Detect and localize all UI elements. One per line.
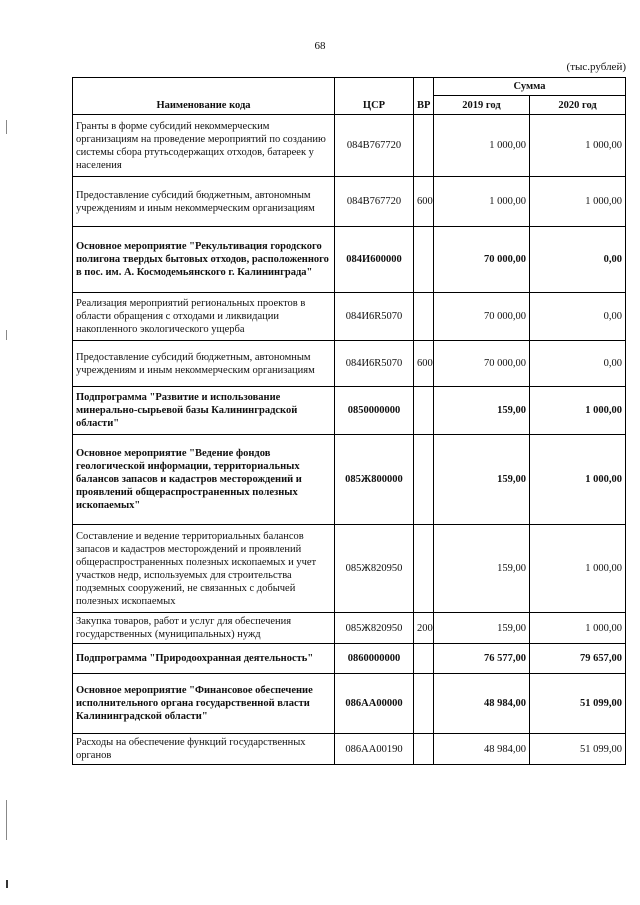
row-amount-2020: 79 657,00: [530, 644, 626, 674]
row-amount-2019: 48 984,00: [434, 734, 530, 765]
row-amount-2019: 70 000,00: [434, 293, 530, 341]
row-vr: [414, 644, 434, 674]
row-name: Основное мероприятие "Рекультивация городского полигона твердых бытовых отходов, расположенного в пос. им. А. Космодемьянского г. Калининграда": [73, 227, 335, 293]
row-vr: [414, 227, 434, 293]
table-row: [73, 525, 626, 613]
table-row: [73, 177, 626, 227]
row-vr: 600: [414, 177, 434, 227]
row-csr: 084В767720: [335, 115, 414, 177]
row-name: Предоставление субсидий бюджетным, автономным учреждениям и иным некоммерческим организациям: [73, 177, 335, 227]
row-vr: [414, 525, 434, 613]
row-amount-2019: 1 000,00: [434, 115, 530, 177]
page-number: 68: [314, 40, 326, 52]
table-body: [73, 115, 626, 765]
row-csr: 085Ж820950: [335, 613, 414, 644]
header-year-2020: 2020 год: [530, 96, 626, 115]
scan-artifact: [6, 120, 7, 134]
row-amount-2019: 70 000,00: [434, 227, 530, 293]
header-year-2019: 2019 год: [434, 96, 530, 115]
row-name: Гранты в форме субсидий некоммерческим организациям на проведение мероприятий по созданию системы сбора ртутьсодержащих отходов, батареек у населения: [73, 115, 335, 177]
header-vr: ВР: [414, 78, 434, 115]
table-row: [73, 644, 626, 674]
table-header: [73, 78, 626, 115]
row-amount-2019: 159,00: [434, 435, 530, 525]
header-name: Наименование кода: [73, 78, 335, 115]
row-amount-2020: 0,00: [530, 293, 626, 341]
table-row: [73, 613, 626, 644]
row-name: Предоставление субсидий бюджетным, автономным учреждениям и иным некоммерческим организациям: [73, 341, 335, 387]
row-amount-2020: 1 000,00: [530, 115, 626, 177]
row-csr: 085Ж820950: [335, 525, 414, 613]
row-csr: 084И6R5070: [335, 293, 414, 341]
row-name: Составление и ведение территориальных балансов запасов и кадастров месторождений и проявлений общераспространенных полезных ископаемых и учет участков недр, используемых для строительства подземных сооружений, не связанных с добычей полезных ископаемых: [73, 525, 335, 613]
table-row: [73, 293, 626, 341]
row-amount-2020: 0,00: [530, 227, 626, 293]
row-amount-2020: 1 000,00: [530, 387, 626, 435]
row-amount-2020: 51 099,00: [530, 734, 626, 765]
table-row: [73, 387, 626, 435]
row-vr: 200: [414, 613, 434, 644]
row-vr: [414, 734, 434, 765]
row-vr: 600: [414, 341, 434, 387]
row-amount-2019: 70 000,00: [434, 341, 530, 387]
scan-artifact: [6, 800, 7, 840]
scan-artifact: [6, 880, 8, 888]
row-csr: 085Ж800000: [335, 435, 414, 525]
row-csr: 086АА00000: [335, 674, 414, 734]
row-amount-2019: 76 577,00: [434, 644, 530, 674]
row-amount-2019: 1 000,00: [434, 177, 530, 227]
row-vr: [414, 435, 434, 525]
table-row: [73, 674, 626, 734]
row-amount-2020: 1 000,00: [530, 525, 626, 613]
row-amount-2020: 1 000,00: [530, 613, 626, 644]
row-csr: 084И600000: [335, 227, 414, 293]
row-name: Основное мероприятие "Финансовое обеспечение исполнительного органа государственной власти Калининградской области": [73, 674, 335, 734]
row-vr: [414, 115, 434, 177]
row-amount-2019: 48 984,00: [434, 674, 530, 734]
header-csr: ЦСР: [335, 78, 414, 115]
row-csr: 084И6R5070: [335, 341, 414, 387]
table-row: [73, 734, 626, 765]
row-csr: 0860000000: [335, 644, 414, 674]
row-name: Подпрограмма "Развитие и использование минерально-сырьевой базы Калининградской области": [73, 387, 335, 435]
scan-artifact: [6, 330, 7, 340]
row-name: Реализация мероприятий региональных проектов в области обращения с отходами и ликвидации накопленного экологического ущерба: [73, 293, 335, 341]
row-csr: 0850000000: [335, 387, 414, 435]
row-vr: [414, 674, 434, 734]
row-amount-2020: 1 000,00: [530, 177, 626, 227]
budget-table: [72, 77, 626, 765]
row-amount-2019: 159,00: [434, 525, 530, 613]
row-amount-2020: 51 099,00: [530, 674, 626, 734]
row-name: Закупка товаров, работ и услуг для обеспечения государственных (муниципальных) нужд: [73, 613, 335, 644]
table-row: [73, 435, 626, 525]
table-row: [73, 341, 626, 387]
header-sum: Сумма: [434, 78, 626, 96]
row-name: Основное мероприятие "Ведение фондов геологической информации, территориальных балансов запасов и кадастров месторождений и проявлений общераспространенных полезных ископаемых": [73, 435, 335, 525]
row-amount-2020: 1 000,00: [530, 435, 626, 525]
units-label: (тыс.рублей): [566, 61, 626, 73]
row-csr: 086АА00190: [335, 734, 414, 765]
row-amount-2020: 0,00: [530, 341, 626, 387]
row-name: Расходы на обеспечение функций государственных органов: [73, 734, 335, 765]
row-amount-2019: 159,00: [434, 613, 530, 644]
table-row: [73, 227, 626, 293]
row-vr: [414, 387, 434, 435]
row-name: Подпрограмма "Природоохранная деятельность": [73, 644, 335, 674]
table-row: [73, 115, 626, 177]
row-vr: [414, 293, 434, 341]
row-csr: 084В767720: [335, 177, 414, 227]
row-amount-2019: 159,00: [434, 387, 530, 435]
